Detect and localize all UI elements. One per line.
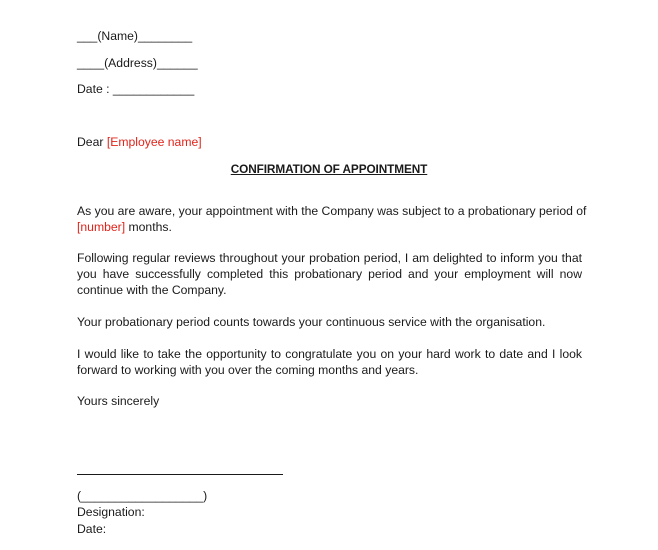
paragraph-line: forward to working with you over the coming months and years. bbox=[77, 363, 419, 377]
recipient-address-line: ____(Address)______ bbox=[77, 56, 198, 70]
months-suffix: months. bbox=[125, 220, 172, 234]
paragraph-line: continue with the Company. bbox=[77, 283, 227, 297]
paragraph-probation bbox=[77, 203, 587, 235]
paragraph-line: As you are aware, your appointment with the Company was subject to a probationary period of bbox=[77, 204, 587, 218]
paragraph-confirmation bbox=[77, 250, 582, 298]
salutation-prefix: Dear bbox=[77, 135, 107, 149]
closing: Yours sincerely bbox=[77, 394, 160, 408]
paragraph-continuous-service bbox=[77, 314, 582, 330]
letter-heading: CONFIRMATION OF APPOINTMENT bbox=[230, 162, 428, 176]
recipient-name-line: ___(Name)________ bbox=[77, 29, 193, 43]
signature-line bbox=[77, 474, 283, 475]
designation-label: Designation: bbox=[77, 505, 145, 519]
paragraph-line: I would like to take the opportunity to congratulate you on your hard work to date and I look bbox=[77, 347, 582, 361]
signatory-name-placeholder: (__________________) bbox=[77, 489, 208, 503]
paragraph-line: you have successfully completed this probationary period and your employment will now bbox=[77, 267, 582, 281]
paragraph-line: Your probationary period counts towards your continuous service with the organisation. bbox=[77, 315, 546, 329]
paragraph-line bbox=[77, 219, 582, 235]
date-line: Date : ____________ bbox=[77, 82, 195, 96]
number-placeholder: [number] bbox=[77, 220, 126, 234]
employee-name-placeholder: [Employee name] bbox=[106, 135, 202, 149]
salutation bbox=[77, 134, 202, 150]
paragraph-line: Following regular reviews throughout your probation period, I am delighted to inform you that bbox=[77, 251, 582, 265]
paragraph-congratulations bbox=[77, 346, 582, 378]
signature-date-label: Date: bbox=[77, 522, 107, 536]
